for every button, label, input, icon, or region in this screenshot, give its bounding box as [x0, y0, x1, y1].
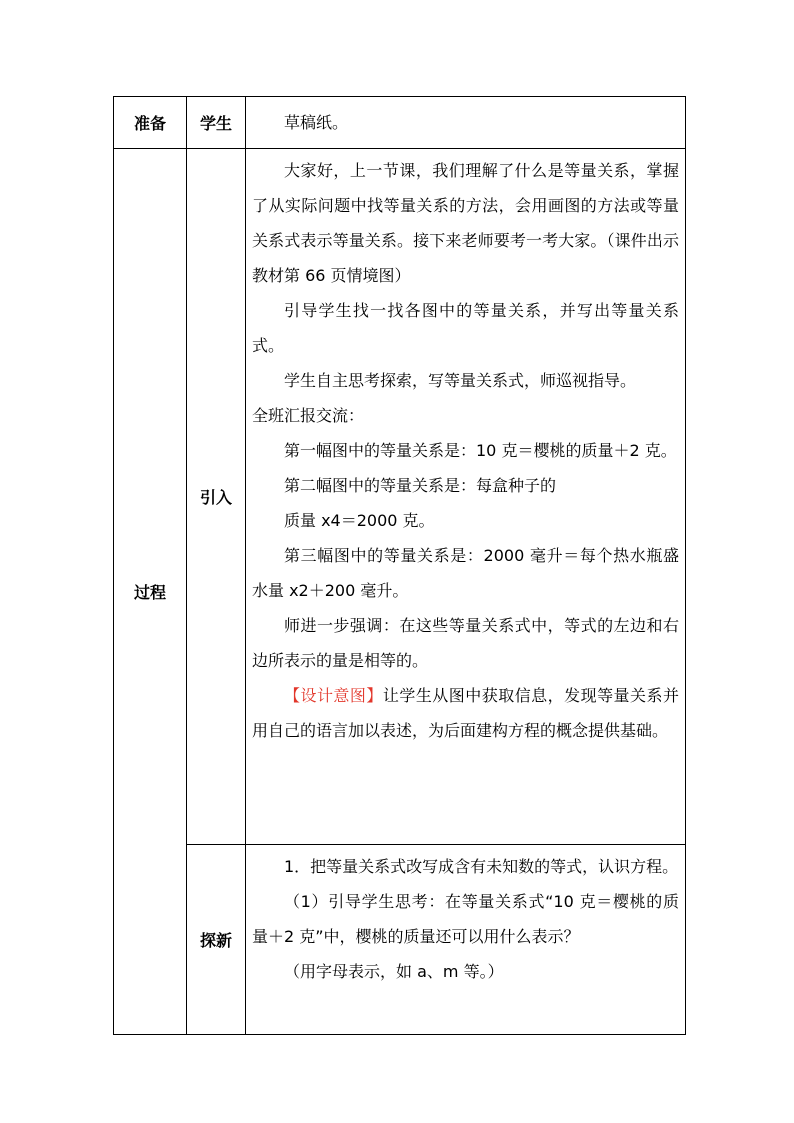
intro-paragraph-9: 师进一步强调：在这些等量关系式中，等式的左边和右边所表示的量是相等的。 — [252, 616, 679, 670]
intro-paragraph-6: 第二幅图中的等量关系是：每盒种子的 — [284, 476, 557, 495]
intro-paragraph-3: 学生自主思考探索，写等量关系式，师巡视指导。 — [284, 371, 637, 390]
prep-sub-label: 学生 — [187, 97, 246, 149]
new-paragraph-1: 1．把等量关系式改写成含有未知数的等式，认识方程。 — [284, 857, 679, 876]
new-label: 探新 — [187, 845, 246, 1035]
intro-paragraph-2: 引导学生找一找各图中的等量关系，并写出等量关系式。 — [252, 301, 679, 355]
design-intent-paragraph — [252, 678, 679, 748]
prep-text: 草稿纸。 — [284, 113, 349, 132]
intro-paragraph-1: 大家好，上一节课，我们理解了什么是等量关系，掌握了从实际问题中找等量关系的方法，会用画图的方法或等量关系式表示等量关系。接下来老师要考一考大家。（课件出示教材第 66 页情境图） — [252, 161, 679, 285]
new-paragraph-3: （用字母表示，如 a、m 等。） — [284, 962, 504, 981]
design-intent-tag: 【设计意图】 — [284, 686, 383, 705]
intro-content — [246, 149, 686, 845]
lesson-plan-table — [113, 96, 686, 1035]
intro-paragraph-7: 质量 x4＝2000 克。 — [284, 511, 435, 530]
intro-paragraph-8: 第三幅图中的等量关系是：2000 毫升＝每个热水瓶盛水量 x2＋200 毫升。 — [252, 546, 679, 600]
intro-paragraph-5: 第一幅图中的等量关系是：10 克＝樱桃的质量＋2 克。 — [284, 441, 677, 460]
intro-label: 引入 — [187, 149, 246, 845]
design-intent-text: 让学生从图中获取信息，发现等量关系并用自己的语言加以表述，为后面建构方程的概念提供基础。 — [252, 686, 679, 740]
new-row — [114, 845, 686, 1035]
prep-row — [114, 97, 686, 149]
process-label: 过程 — [114, 149, 187, 1035]
intro-paragraph-4: 全班汇报交流： — [252, 406, 365, 425]
new-content — [246, 845, 686, 1035]
intro-row — [114, 149, 686, 845]
prep-label: 准备 — [114, 97, 187, 149]
prep-content — [246, 97, 686, 149]
new-paragraph-2: （1）引导学生思考：在等量关系式“10 克＝樱桃的质量＋2 克”中，樱桃的质量还可以用什么表示？ — [252, 892, 679, 946]
